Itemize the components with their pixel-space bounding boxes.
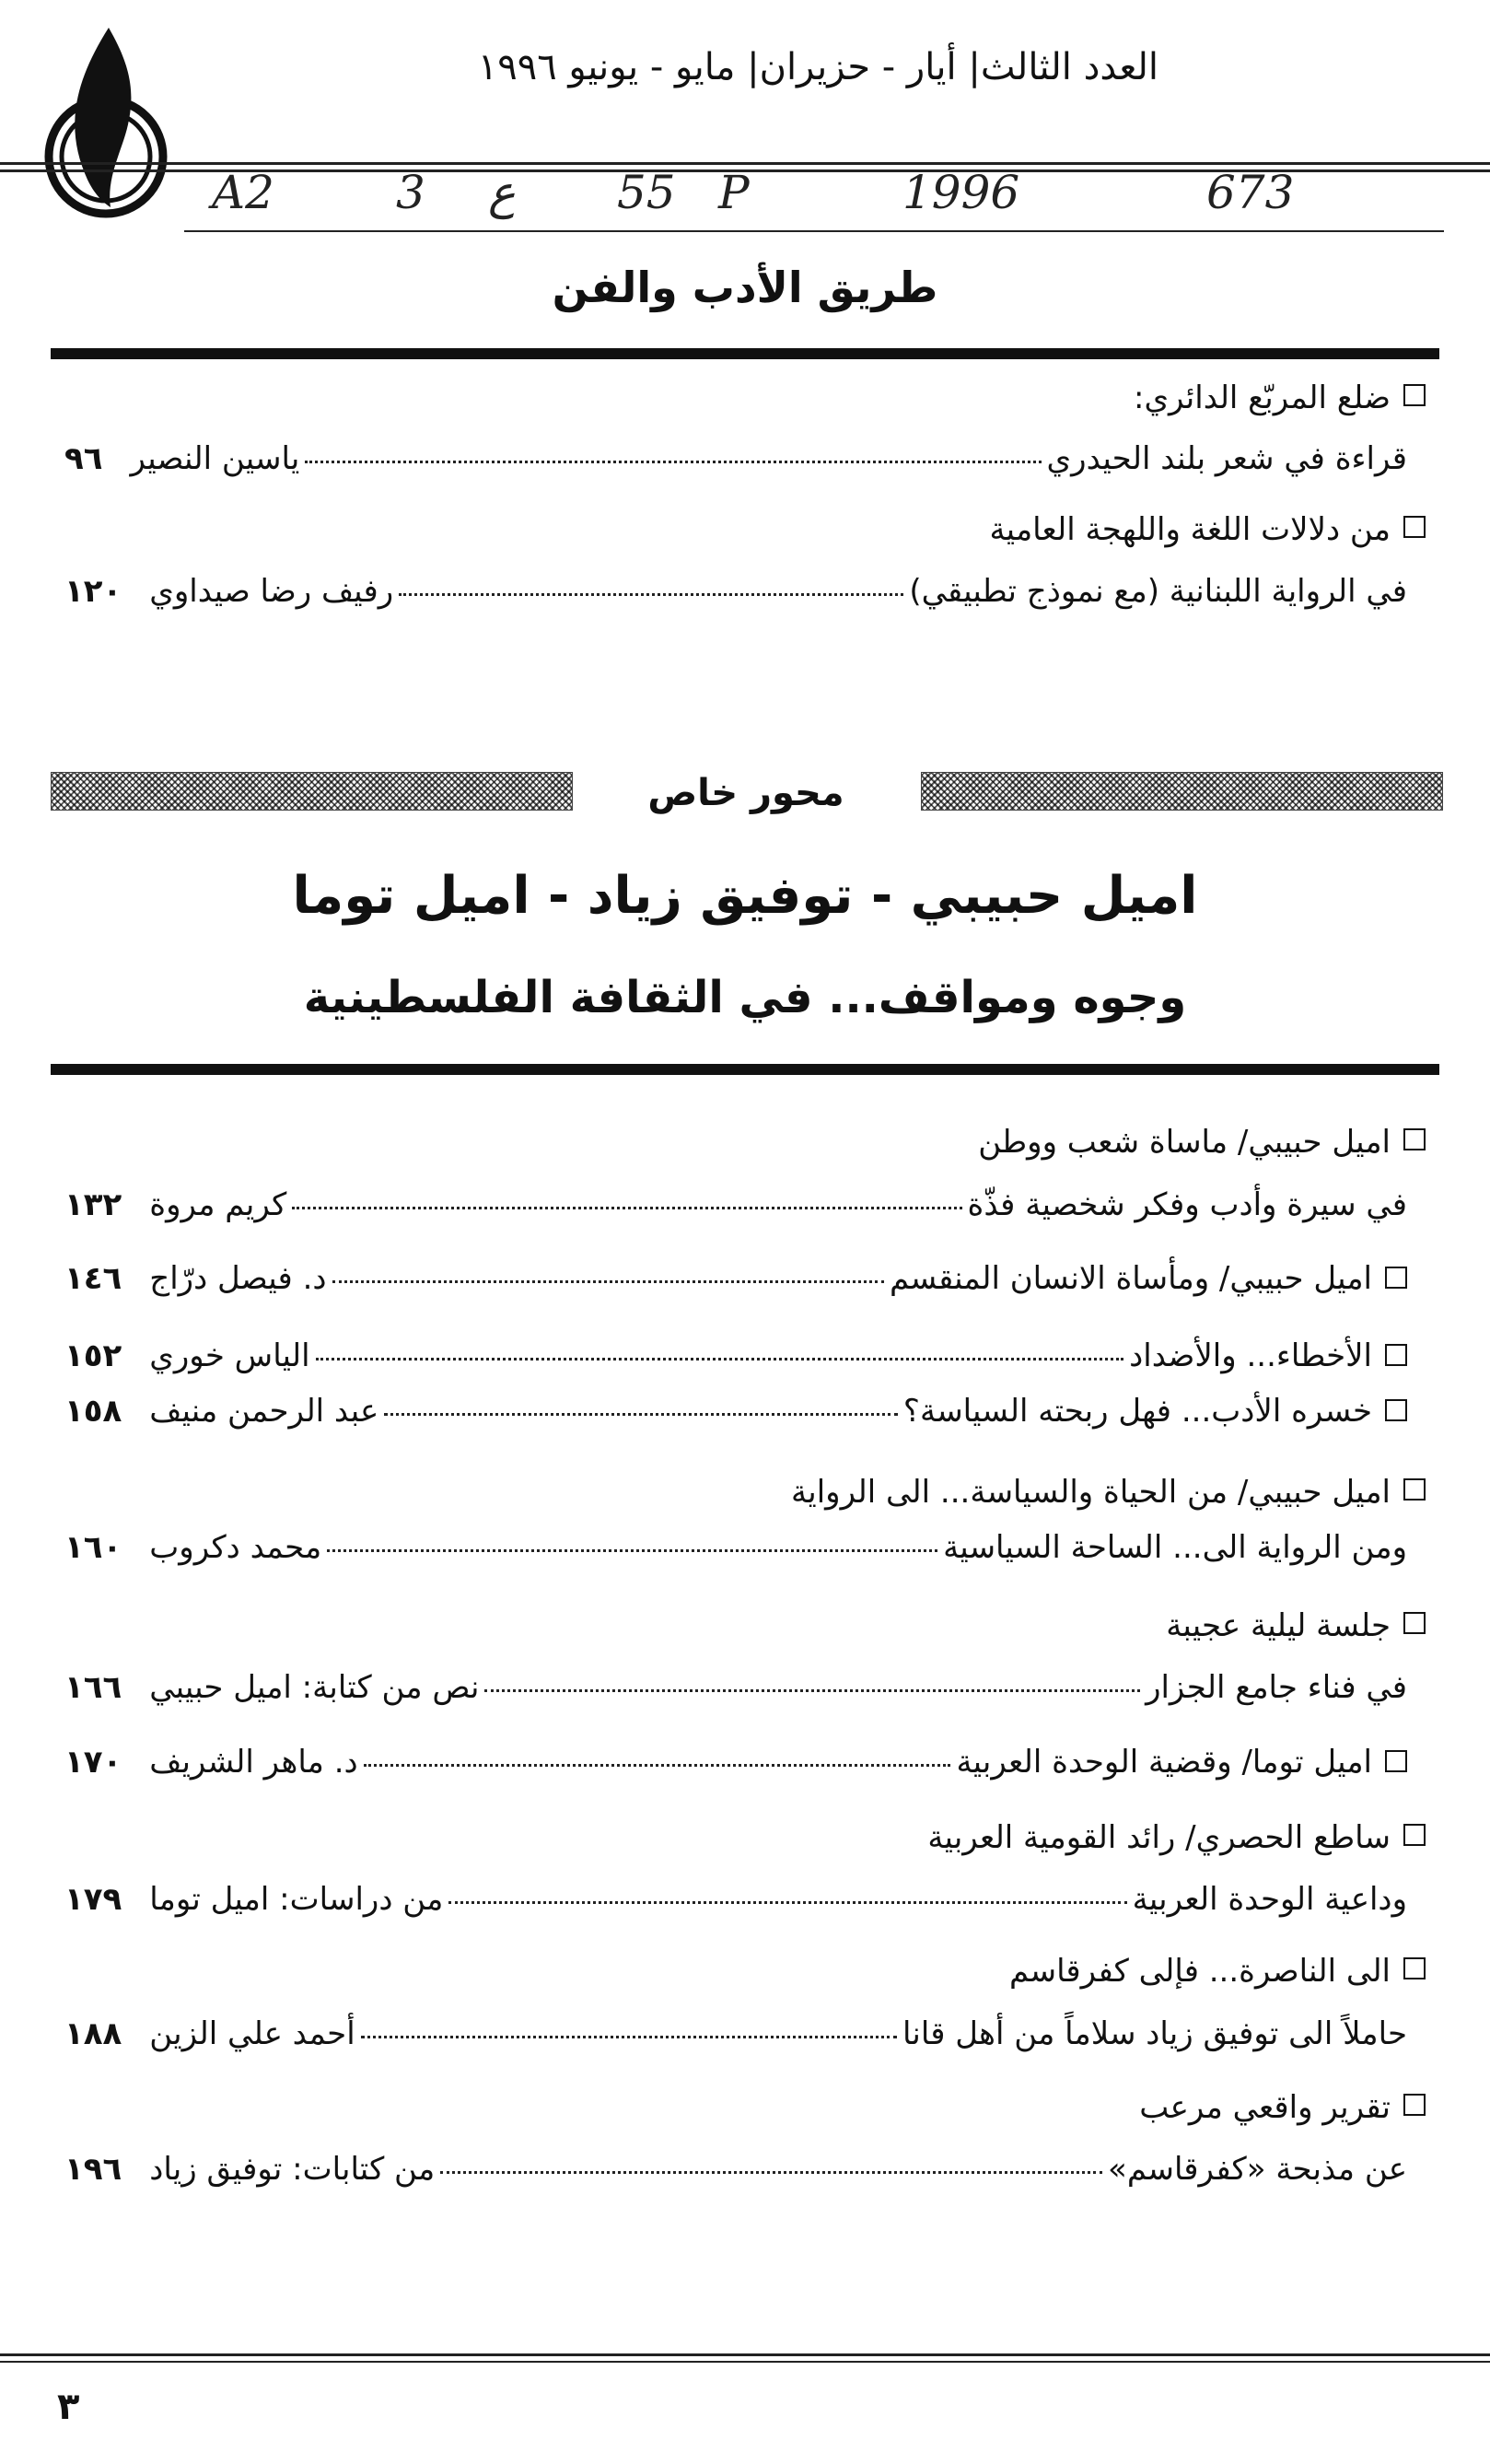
checkbox-icon <box>1403 1128 1426 1150</box>
checkbox-icon <box>1403 2094 1426 2116</box>
toc-entry: الأخطاء... والأضداد الياس خوري ١٥٢ <box>64 1337 1407 1374</box>
toc-heading: من دلالات اللغة واللهجة العامية <box>989 511 1426 548</box>
handwritten-underline <box>184 230 1444 232</box>
handwritten-note-7: 673 <box>1206 166 1295 219</box>
toc-heading: ساطع الحصري/ رائد القومية العربية <box>927 1819 1426 1856</box>
footer-rule <box>0 2353 1490 2356</box>
toc-entry: في فناء جامع الجزار نص من كتابة: اميل حبيبي ١٦٦ <box>64 1669 1407 1706</box>
handwritten-note-4: 55 <box>617 166 676 219</box>
toc-entry: اميل حبيبي/ ومأساة الانسان المنقسم د. فيصل درّاج ١٤٦ <box>64 1260 1407 1297</box>
toc-heading: الى الناصرة... فإلى كفرقاسم <box>1009 1953 1426 1990</box>
toc-entry: قراءة في شعر بلند الحيدري ياسين النصير ٩٦ <box>64 440 1407 477</box>
special-subtitle: وجوه ومواقف... في الثقافة الفلسطينية <box>303 972 1187 1023</box>
checkbox-icon <box>1403 1824 1426 1846</box>
toc-entry: عن مذبحة «كفرقاسم» من كتابات: توفيق زياد ١٩٦ <box>64 2151 1407 2188</box>
checkbox-icon <box>1385 1267 1407 1289</box>
checkbox-icon <box>1403 516 1426 538</box>
special-label: محور خاص <box>647 772 844 814</box>
toc-heading: اميل حبيبي/ من الحياة والسياسة... الى الرواية <box>791 1474 1426 1511</box>
hatch-bar-right <box>921 772 1443 811</box>
toc-entry: وداعية الوحدة العربية من دراسات: اميل توما ١٧٩ <box>64 1881 1407 1918</box>
page-number: ٣ <box>57 2386 80 2428</box>
toc-entry: حاملاً الى توفيق زياد سلاماً من أهل قانا أحمد علي الزين ١٨٨ <box>64 2015 1407 2052</box>
header-rule <box>0 162 1490 165</box>
special-title: اميل حبيبي - توفيق زياد - اميل توما <box>292 866 1198 926</box>
toc-heading: تقرير واقعي مرعب <box>1139 2089 1426 2126</box>
section-rule <box>51 348 1439 359</box>
checkbox-icon <box>1403 1612 1426 1634</box>
toc-heading: ضلع المربّع الدائري: <box>1134 380 1426 416</box>
checkbox-icon <box>1385 1344 1407 1366</box>
toc-heading: جلسة ليلية عجيبة <box>1166 1607 1426 1644</box>
handwritten-note-1: A2 <box>212 166 274 219</box>
checkbox-icon <box>1385 1399 1407 1421</box>
toc-entry: ومن الرواية الى... الساحة السياسية محمد دكروب ١٦٠ <box>64 1529 1407 1566</box>
checkbox-icon <box>1385 1750 1407 1772</box>
hatch-bar-left <box>51 772 573 811</box>
checkbox-icon <box>1403 1478 1426 1501</box>
toc-entry: في سيرة وأدب وفكر شخصية فذّة كريم مروة ١٣٢ <box>64 1186 1407 1223</box>
toc-entry: خسره الأدب... فهل ربحته السياسة؟ عبد الرحمن منيف ١٥٨ <box>64 1393 1407 1430</box>
checkbox-icon <box>1403 384 1426 406</box>
handwritten-note-2: 3 <box>396 166 425 219</box>
footer-rule-2 <box>0 2361 1490 2363</box>
special-rule <box>51 1064 1439 1075</box>
handwritten-note-5: P <box>718 166 750 219</box>
toc-heading: اميل حبيبي/ ماساة شعب ووطن <box>978 1124 1426 1161</box>
section-title: طريق الأدب والفن <box>552 263 938 312</box>
handwritten-note-3: ع <box>488 166 516 219</box>
handwritten-note-6: 1996 <box>902 166 1020 219</box>
issue-line: العدد الثالث| أيار - حزيران| مايو - يونيو ١٩٩٦ <box>477 46 1158 88</box>
flame-logo-icon <box>37 18 175 239</box>
checkbox-icon <box>1403 1957 1426 1979</box>
toc-entry: في الرواية اللبنانية (مع نموذج تطبيقي) رفيف رضا صيداوي ١٢٠ <box>64 573 1407 610</box>
toc-entry: اميل توما/ وقضية الوحدة العربية د. ماهر الشريف ١٧٠ <box>64 1744 1407 1781</box>
